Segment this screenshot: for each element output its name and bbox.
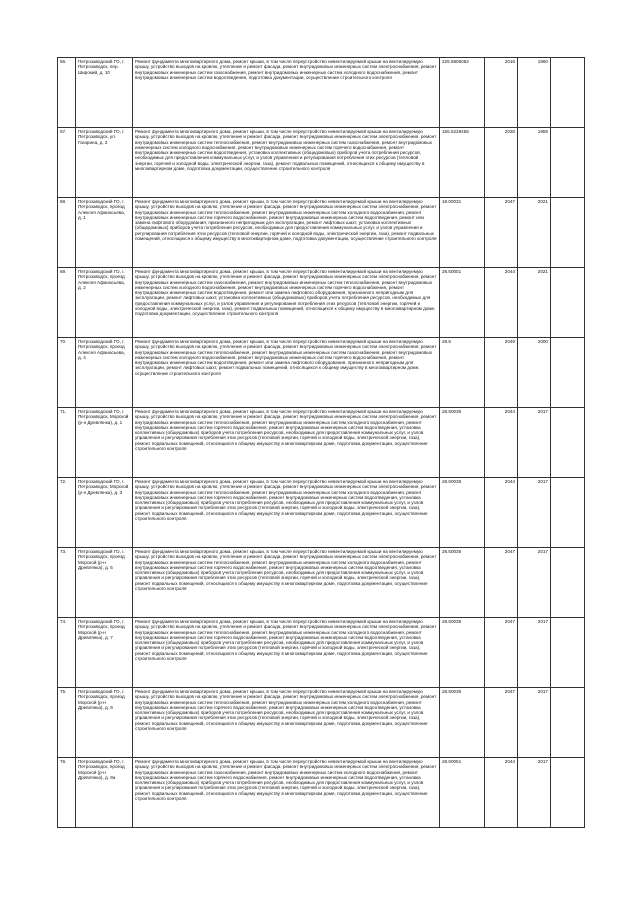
address-cell: Петрозаводский ГО, г. Петрозаводск, ул. Гагарина, д. 2: [76, 128, 133, 198]
year-cell: 2021: [518, 198, 551, 268]
address-cell: Петрозаводский ГО, г. Петрозаводск, Морскoй (р-н Древлянка), д. 3: [76, 478, 133, 548]
table-row: [58, 58, 585, 128]
value-cell: 28.5: [440, 338, 485, 408]
row-number-cell: 73.: [58, 548, 76, 618]
year-cell: 2047: [485, 688, 518, 758]
empty-cell: [551, 758, 585, 828]
empty-cell: [551, 58, 585, 128]
row-number-cell: 75.: [58, 688, 76, 758]
table-row: [58, 688, 585, 758]
empty-cell: [551, 128, 585, 198]
empty-cell: [551, 268, 585, 338]
table-row: [58, 408, 585, 478]
year-cell: 2044: [485, 478, 518, 548]
year-cell: 2016: [485, 58, 518, 128]
value-cell: 28.50035: [440, 688, 485, 758]
empty-cell: [551, 338, 585, 408]
value-cell: 18.00031: [440, 198, 485, 268]
work-list-cell: Ремонт фундамента многоквартирного дома, ремонт крыши, в том числе переустройство невентилируемой крыши на вентилируемую крышу, устройство выходов на кровлю, утепление и ремонт фасада, ремонт внутридомовых инженерных систем электроснабжения, ремонт внутридомовых инженерных систем теплоснабжения, ремонт внутридомовых инженерных систем газоснабжения, ремонт внутридомовых инженерных систем холодного водоснабжения, ремонт внутридомовых инженерных систем горячего водоснабжения, ремонт внутридомовых инженерных систем водоотведения, установка коллективных (общедомовых) приборов учета потребления ресурсов, необходимых для предоставления коммунальных услуг, и узлов управления и регулирования потребления этих ресурсов (тепловой энергии, горячей и холодной воды, электрической энергии, газа), ремонт подвальных помещений, относящихся к общему имуществу в многоквартирном доме, подготовка документации, осуществление строительного контроля: [133, 128, 440, 198]
empty-cell: [551, 198, 585, 268]
value-cell: 28.50001: [440, 268, 485, 338]
capital-repair-table: [57, 57, 585, 828]
row-number-cell: 68.: [58, 198, 76, 268]
work-list-cell: Ремонт фундамента многоквартирного дома, ремонт крыши, в том числе переустройство невентилируемой крыши на вентилируемую крышу, устройство выходов на кровлю, утепление и ремонт фасада, ремонт внутридомовых инженерных систем электроснабжения, ремонт внутридомовых инженерных систем теплоснабжения, ремонт внутридомовых инженерных систем холодного водоснабжения, ремонт внутридомовых инженерных систем горячего водоснабжения, ремонт внутридомовых инженерных систем водоотведения, установка коллективных (общедомовых) приборов учета потребления ресурсов, необходимых для предоставления коммунальных услуг, и узлов управления и регулирования потребления этих ресурсов (тепловой энергии, горячей и холодной воды, электрической энергии, газа), ремонт подвальных помещений, относящихся к общему имуществу в многоквартирном доме, подготовка документации, осуществление строительного контроля: [133, 478, 440, 548]
work-list-cell: Ремонт фундамента многоквартирного дома, ремонт крыши, в том числе переустройство невентилируемой крыши на вентилируемую крышу, устройство выходов на кровлю, утепление и ремонт фасада, ремонт внутридомовых инженерных систем электроснабжения, ремонт внутридомовых инженерных систем теплоснабжения, ремонт внутридомовых инженерных систем холодного водоснабжения, ремонт внутридомовых инженерных систем горячего водоснабжения, ремонт внутридомовых инженерных систем водоотведения, установка коллективных (общедомовых) приборов учета потребления ресурсов, необходимых для предоставления коммунальных услуг, и узлов управления и регулирования потребления этих ресурсов (тепловой энергии, горячей и холодной воды, электрической энергии, газа), ремонт подвальных помещений, относящихся к общему имуществу в многоквартирном доме, подготовка документации, осуществление строительного контроля: [133, 688, 440, 758]
work-list-cell: Ремонт фундамента многоквартирного дома, ремонт крыши, в том числе переустройство невентилируемой крыши на вентилируемую крышу, устройство выходов на кровлю, утепление и ремонт фасада, ремонт внутридомовых инженерных систем электроснабжения, ремонт внутридомовых инженерных систем теплоснабжения, ремонт внутридомовых инженерных систем газоснабжения, ремонт внутридомовых инженерных систем холодного водоснабжения, ремонт внутридомовых инженерных систем горячего водоснабжения, ремонт внутридомовых инженерных систем водоотведения, ремонт или замена лифтового оборудования, признанного непригодным для эксплуатации, ремонт лифтовых шахт, ремонт подвальных помещений, относящихся к общему имуществу в многоквартирном доме, осуществление строительного контроля: [133, 338, 440, 408]
table-row: [58, 338, 585, 408]
year-cell: 1959: [518, 128, 551, 198]
row-number-cell: 66.: [58, 58, 76, 128]
year-cell: 2047: [485, 618, 518, 688]
address-cell: Петрозаводский ГО, г. Петрозаводск, проезд Морскoй (р-н Древлянка), д. 5: [76, 548, 133, 618]
work-list-cell: Ремонт фундамента многоквартирного дома, ремонт крыши, в том числе переустройство невентилируемой крыши на вентилируемую крышу, устройство выходов на кровлю, утепление и ремонт фасада, ремонт внутридомовых инженерных систем электроснабжения, ремонт внутридомовых инженерных систем теплоснабжения, ремонт внутридомовых инженерных систем холодного водоснабжения, ремонт внутридомовых инженерных систем горячего водоснабжения, ремонт внутридомовых инженерных систем водоотведения, установка коллективных (общедомовых) приборов учета потребления ресурсов, необходимых для предоставления коммунальных услуг, и узлов управления и регулирования потребления этих ресурсов (тепловой энергии, горячей и холодной воды, электрической энергии, газа), ремонт подвальных помещений, относящихся к общему имуществу в многоквартирном доме, подготовка документации, осуществление строительного контроля: [133, 408, 440, 478]
row-number-cell: 74.: [58, 618, 76, 688]
row-number-cell: 70.: [58, 338, 76, 408]
work-list-cell: Ремонт фундамента многоквартирного дома, ремонт крыши, в том числе переустройство невентилируемой крыши на вентилируемую крышу, устройство выходов на кровлю, утепление и ремонт фасада, ремонт внутридомовых инженерных систем электроснабжения, ремонт внутридомовых инженерных систем газоснабжения, ремонт внутридомовых инженерных систем холодного водоснабжения, ремонт внутридомовых инженерных систем горячего водоснабжения, ремонт внутридомовых инженерных систем водоотведения, установка коллективных (общедомовых) приборов учета потребления ресурсов, необходимых для предоставления коммунальных услуг, и узлов управления и регулирования потребления этих ресурсов (тепловой энергии, горячей и холодной воды, электрической энергии, газа), ремонт подвальных помещений, относящихся к общему имуществу в многоквартирном доме, подготовка документации, осуществление строительного контроля: [133, 758, 440, 828]
work-list-cell: Ремонт фундамента многоквартирного дома, ремонт крыши, в том числе переустройство невентилируемой крыши на вентилируемую крышу, устройство выходов на кровлю, утепление и ремонт фасада, ремонт внутридомовых инженерных систем электроснабжения, ремонт внутридомовых инженерных систем газоснабжения, ремонт внутридомовых инженерных систем теплоснабжения, ремонт внутридомовых инженерных систем холодного водоснабжения, ремонт внутридомовых инженерных систем горячего водоснабжения, ремонт внутридомовых инженерных систем водоотведения, ремонт или замена лифтового оборудования, признанного непригодным для эксплуатации, ремонт лифтовых шахт, установка коллективных (общедомовых) приборов учета потребления ресурсов, необходимых для предоставления коммунальных услуг, и узлов управления и регулирования потребления этих ресурсов (тепловой энергии, горячей и холодной воды, электрической энергии, газа), ремонт подвальных помещений, относящихся к общему имуществу в многоквартирном доме, подготовка документации, осуществление строительного контроля: [133, 268, 440, 338]
work-list-cell: Ремонт фундамента многоквартирного дома, ремонт крыши, в том числе переустройство невентилируемой крыши на вентилируемую крышу, устройство выходов на кровлю, утепление и ремонт фасада, ремонт внутридомовых инженерных систем электроснабжения, ремонт внутридомовых инженерных систем теплоснабжения, ремонт внутридомовых инженерных систем холодного водоснабжения, ремонт внутридомовых инженерных систем горячего водоснабжения, ремонт внутридомовых инженерных систем водоотведения, установка коллективных (общедомовых) приборов учета потребления ресурсов, необходимых для предоставления коммунальных услуг, и узлов управления и регулирования потребления этих ресурсов (тепловой энергии, горячей и холодной воды, электрической энергии, газа), ремонт подвальных помещений, относящихся к общему имуществу в многоквартирном доме, подготовка документации, осуществление строительного контроля: [133, 548, 440, 618]
row-number-cell: 67.: [58, 128, 76, 198]
year-cell: 2044: [485, 758, 518, 828]
address-cell: Петрозаводский ГО, г. Петрозаводск, пер. Широкий, д. 10: [76, 58, 133, 128]
table-row: [58, 268, 585, 338]
empty-cell: [551, 618, 585, 688]
empty-cell: [551, 548, 585, 618]
table-row: [58, 198, 585, 268]
work-list-cell: Ремонт фундамента многоквартирного дома, ремонт крыши, в том числе переустройство невентилируемой крыши на вентилируемую крышу, устройство выходов на кровлю, утепление и ремонт фасада, ремонт внутридомовых инженерных систем электроснабжения, ремонт внутридомовых инженерных систем теплоснабжения, ремонт внутридомовых инженерных систем холодного водоснабжения, ремонт внутридомовых инженерных систем горячего водоснабжения, ремонт внутридомовых инженерных систем водоотведения, установка коллективных (общедомовых) приборов учета потребления ресурсов, необходимых для предоставления коммунальных услуг, и узлов управления и регулирования потребления этих ресурсов (тепловой энергии, горячей и холодной воды, электрической энергии, газа), ремонт подвальных помещений, относящихся к общему имуществу в многоквартирном доме, подготовка документации, осуществление строительного контроля: [133, 618, 440, 688]
row-number-cell: 72.: [58, 478, 76, 548]
row-number-cell: 71.: [58, 408, 76, 478]
year-cell: 2017: [518, 548, 551, 618]
work-list-cell: Ремонт фундамента многоквартирного дома, ремонт крыши, в том числе переустройство невентилируемой крыши на вентилируемую крышу, устройство выходов на кровлю, утепление и ремонт фасада, ремонт внутридомовых инженерных систем электроснабжения, ремонт внутридомовых инженерных систем теплоснабжения, ремонт внутридомовых инженерных систем холодного водоснабжения, ремонт внутридомовых инженерных систем горячего водоснабжения, ремонт внутридомовых инженерных систем водоотведения, ремонт или замена лифтового оборудования, признанного непригодным для эксплуатации, ремонт лифтовых шахт, установка коллективных (общедомовых) приборов учета потребления ресурсов, необходимых для предоставления коммунальных услуг, и узлов управления и регулирования потребления этих ресурсов (тепловой энергии, горячей и холодной воды, электрической энергии, газа), ремонт подвальных помещений, относящихся к общему имуществу в многоквартирном доме, подготовка документации, осуществление строительного контроля: [133, 198, 440, 268]
row-number-cell: 69.: [58, 268, 76, 338]
table-body: [58, 58, 585, 828]
value-cell: 155.5228455: [440, 128, 485, 198]
year-cell: 2047: [485, 548, 518, 618]
year-cell: 2017: [518, 408, 551, 478]
table-row: [58, 618, 585, 688]
year-cell: 2044: [485, 408, 518, 478]
row-number-cell: 76.: [58, 758, 76, 828]
value-cell: 28.50035: [440, 618, 485, 688]
year-cell: 2017: [518, 758, 551, 828]
address-cell: Петрозаводский ГО, г. Петрозаводск, проезд Морскoй (р-н Древлянка), д. 7: [76, 618, 133, 688]
year-cell: 2044: [485, 268, 518, 338]
address-cell: Петрозаводский ГО, г. Петрозаводск, проезд Алексея Афанасьева, д. 1: [76, 198, 133, 268]
year-cell: 2000: [518, 338, 551, 408]
address-cell: Петрозаводский ГО, г. Петрозаводск, проезд Алексея Афанасьева, д. 4: [76, 338, 133, 408]
table-row: [58, 128, 585, 198]
year-cell: 2017: [518, 688, 551, 758]
empty-cell: [551, 478, 585, 548]
table-row: [58, 548, 585, 618]
address-cell: Петрозаводский ГО, г. Петрозаводск, Морскoй (р-н Древлянка), д. 1: [76, 408, 133, 478]
value-cell: 28.50035: [440, 478, 485, 548]
year-cell: 2028: [485, 128, 518, 198]
empty-cell: [551, 408, 585, 478]
value-cell: 28.50035: [440, 548, 485, 618]
address-cell: Петрозаводский ГО, г. Петрозаводск, проезд Морскoй (р-н Древлянка), д. 9а: [76, 758, 133, 828]
year-cell: 2017: [518, 478, 551, 548]
work-list-cell: Ремонт фундамента многоквартирного дома, ремонт крыши, в том числе переустройство невентилируемой крыши на вентилируемую крышу, устройство выходов на кровлю, утепление и ремонт фасада, ремонт внутридомовых инженерных систем электроснабжения, ремонт внутридомовых инженерных систем газоснабжения, ремонт внутридомовых инженерных систем холодного водоснабжения, ремонт внутридомовых инженерных систем водоотведения, подготовка документации, осуществление строительного контроля: [133, 58, 440, 128]
year-cell: 2047: [485, 198, 518, 268]
table-row: [58, 478, 585, 548]
table-row: [58, 758, 585, 828]
value-cell: 28.50035: [440, 408, 485, 478]
year-cell: 1960: [518, 58, 551, 128]
address-cell: Петрозаводский ГО, г. Петрозаводск, проезд Морскoй (р-н Древлянка), д. 9: [76, 688, 133, 758]
address-cell: Петрозаводский ГО, г. Петрозаводск, проезд Алексея Афанасьева, д. 2: [76, 268, 133, 338]
year-cell: 2049: [485, 338, 518, 408]
year-cell: 2021: [518, 268, 551, 338]
value-cell: 225.5806062: [440, 58, 485, 128]
year-cell: 2017: [518, 618, 551, 688]
empty-cell: [551, 688, 585, 758]
value-cell: 28.50051: [440, 758, 485, 828]
